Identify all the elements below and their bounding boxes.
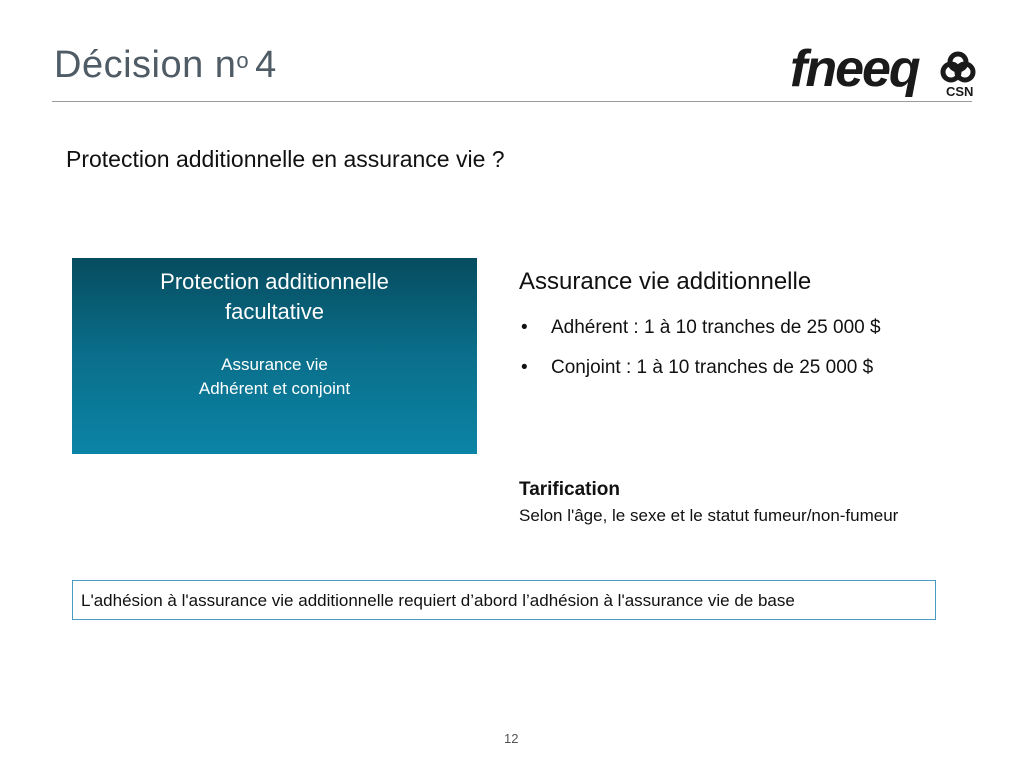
title-superscript: o — [236, 48, 250, 73]
title-text: Décision n — [54, 44, 237, 86]
title-number: 4 — [255, 44, 277, 86]
protection-box — [72, 258, 477, 454]
bullet-conjoint: • Conjoint : 1 à 10 tranches de 25 000 $ — [519, 354, 881, 394]
slide-subtitle: Protection additionnelle en assurance vie ? — [66, 146, 505, 172]
right-heading: Assurance vie additionnelle — [519, 268, 812, 295]
fneeq-logo — [788, 36, 978, 102]
title-divider — [52, 101, 972, 102]
tarification-heading: Tarification — [519, 479, 620, 500]
logo-csn: CSN — [946, 84, 974, 99]
box-line-1: Assurance vie — [221, 355, 328, 374]
tarification-text: Selon l'âge, le sexe et le statut fumeur/non-fumeur — [519, 506, 899, 525]
slide-title — [54, 44, 277, 87]
logo-wordmark: fneeq — [790, 40, 919, 98]
coverage-list — [519, 314, 881, 394]
page-number: 12 — [504, 731, 519, 746]
csn-knot-icon — [943, 54, 973, 80]
notice-box: L'adhésion à l'assurance vie additionnelle requiert d’abord l’adhésion à l'assurance vie de base — [72, 580, 936, 620]
box-subtext — [72, 353, 477, 401]
bullet-adherent: • Adhérent : 1 à 10 tranches de 25 000 $ — [519, 314, 881, 354]
box-line-2: Adhérent et conjoint — [198, 379, 351, 398]
box-title: Protection additionnelle facultative — [160, 269, 389, 324]
